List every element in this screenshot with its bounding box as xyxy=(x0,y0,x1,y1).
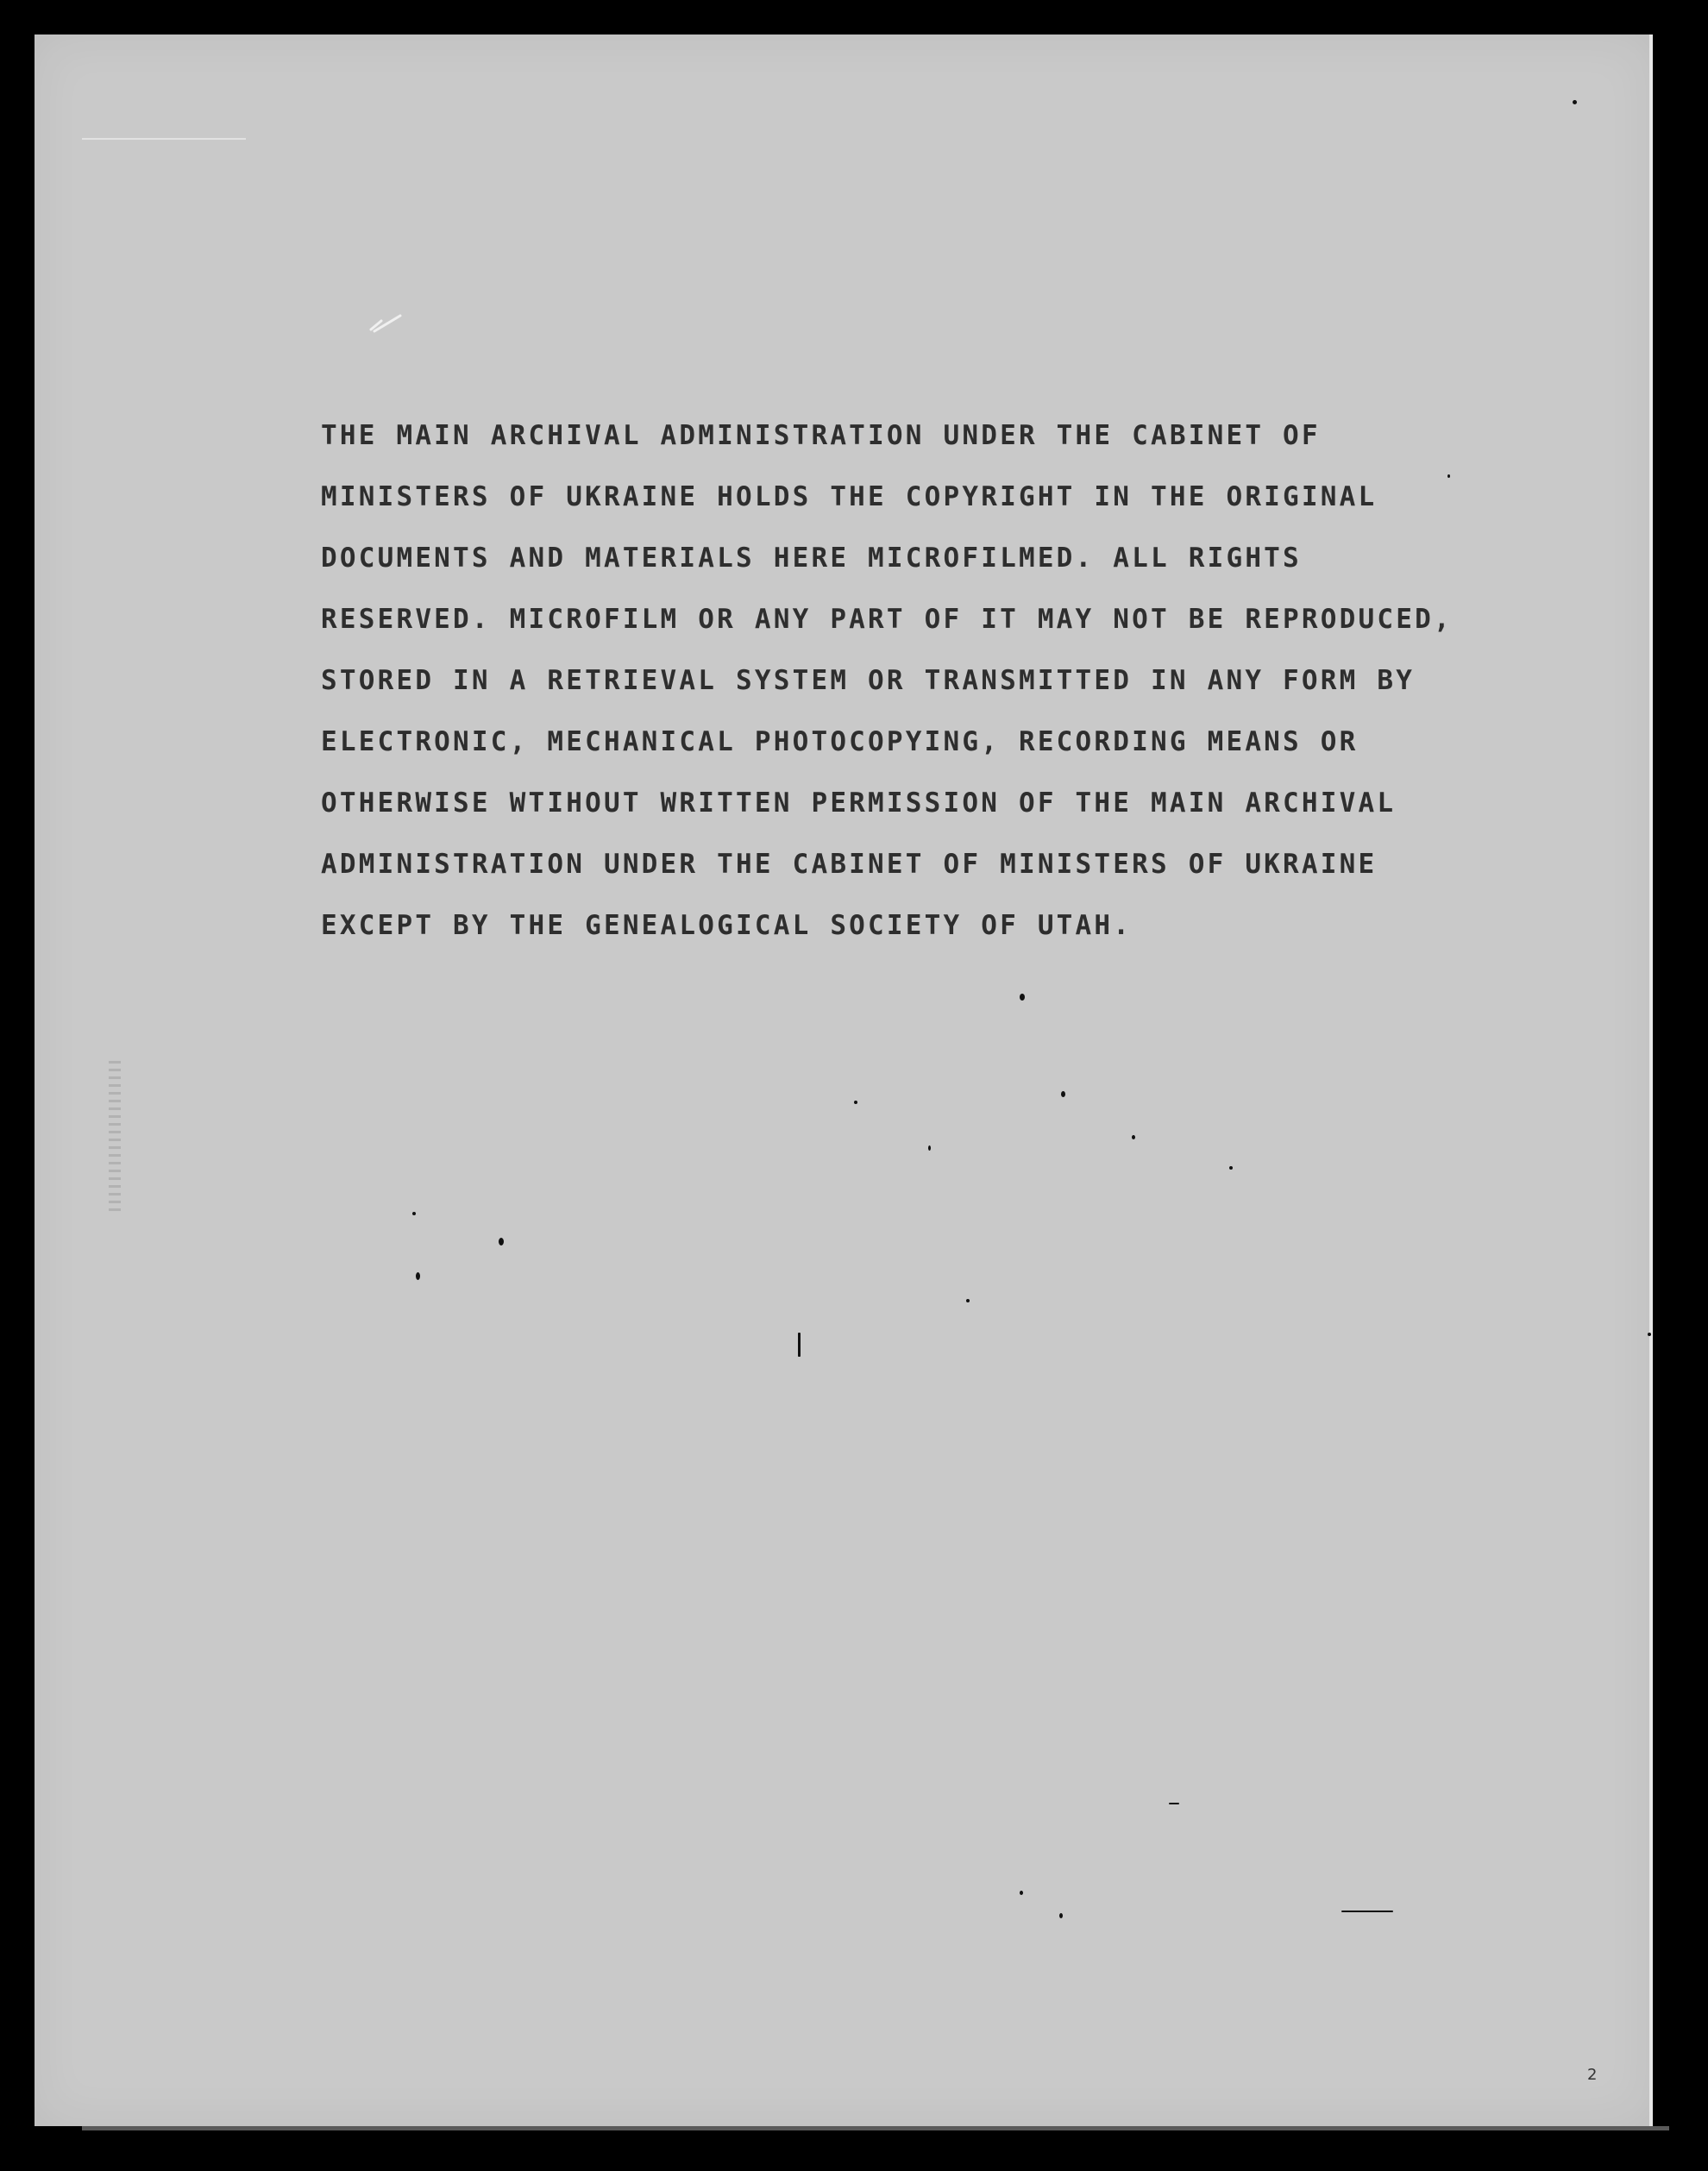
scan-speck xyxy=(966,1299,970,1302)
notice-line: RESERVED. MICROFILM OR ANY PART OF IT MAY NOT BE REPRODUCED, xyxy=(321,604,1453,635)
notice-line: EXCEPT BY THE GENEALOGICAL SOCIETY OF UTAH. xyxy=(321,910,1133,941)
notice-line: THE MAIN ARCHIVAL ADMINISTRATION UNDER THE CABINET OF xyxy=(321,420,1321,451)
scan-speck xyxy=(798,1333,801,1357)
scan-speck xyxy=(1169,1803,1179,1804)
notice-line: DOCUMENTS AND MATERIALS HERE MICROFILMED. ALL RIGHTS xyxy=(321,543,1302,574)
page-number: 2 xyxy=(1587,2066,1598,2084)
scan-speck xyxy=(1341,1911,1393,1912)
notice-line: ELECTRONIC, MECHANICAL PHOTOCOPYING, RECORDING MEANS OR xyxy=(321,726,1359,757)
scan-speck xyxy=(412,1212,416,1215)
scan-speck xyxy=(416,1272,420,1280)
scan-speck xyxy=(1059,1913,1063,1918)
check-mark-icon xyxy=(369,311,404,333)
notice-line: OTHERWISE WTIHOUT WRITTEN PERMISSION OF THE MAIN ARCHIVAL xyxy=(321,787,1397,819)
notice-line: MINISTERS OF UKRAINE HOLDS THE COPYRIGHT IN THE ORIGINAL xyxy=(321,481,1378,512)
page-edge xyxy=(1649,35,1653,2126)
scan-speck xyxy=(854,1101,857,1104)
document-page xyxy=(35,35,1653,2126)
notice-line: ADMINISTRATION UNDER THE CABINET OF MINISTERS OF UKRAINE xyxy=(321,849,1378,880)
scan-speck xyxy=(1061,1091,1065,1097)
film-edge-strip xyxy=(82,2126,1669,2130)
scan-artifact-line xyxy=(82,138,246,140)
scan-speck xyxy=(1447,474,1450,478)
copyright-notice xyxy=(321,405,1511,957)
scan-speck xyxy=(1132,1135,1135,1139)
scan-speck xyxy=(1229,1166,1233,1170)
scan-speck xyxy=(1573,100,1577,104)
scan-speck xyxy=(928,1145,931,1151)
notice-line: STORED IN A RETRIEVAL SYSTEM OR TRANSMITTED IN ANY FORM BY xyxy=(321,665,1416,696)
scan-speck xyxy=(1648,1333,1651,1336)
edge-smudge xyxy=(109,1061,121,1216)
scan-speck xyxy=(1020,994,1025,1001)
scan-speck xyxy=(1020,1891,1023,1895)
scan-speck xyxy=(499,1238,504,1246)
